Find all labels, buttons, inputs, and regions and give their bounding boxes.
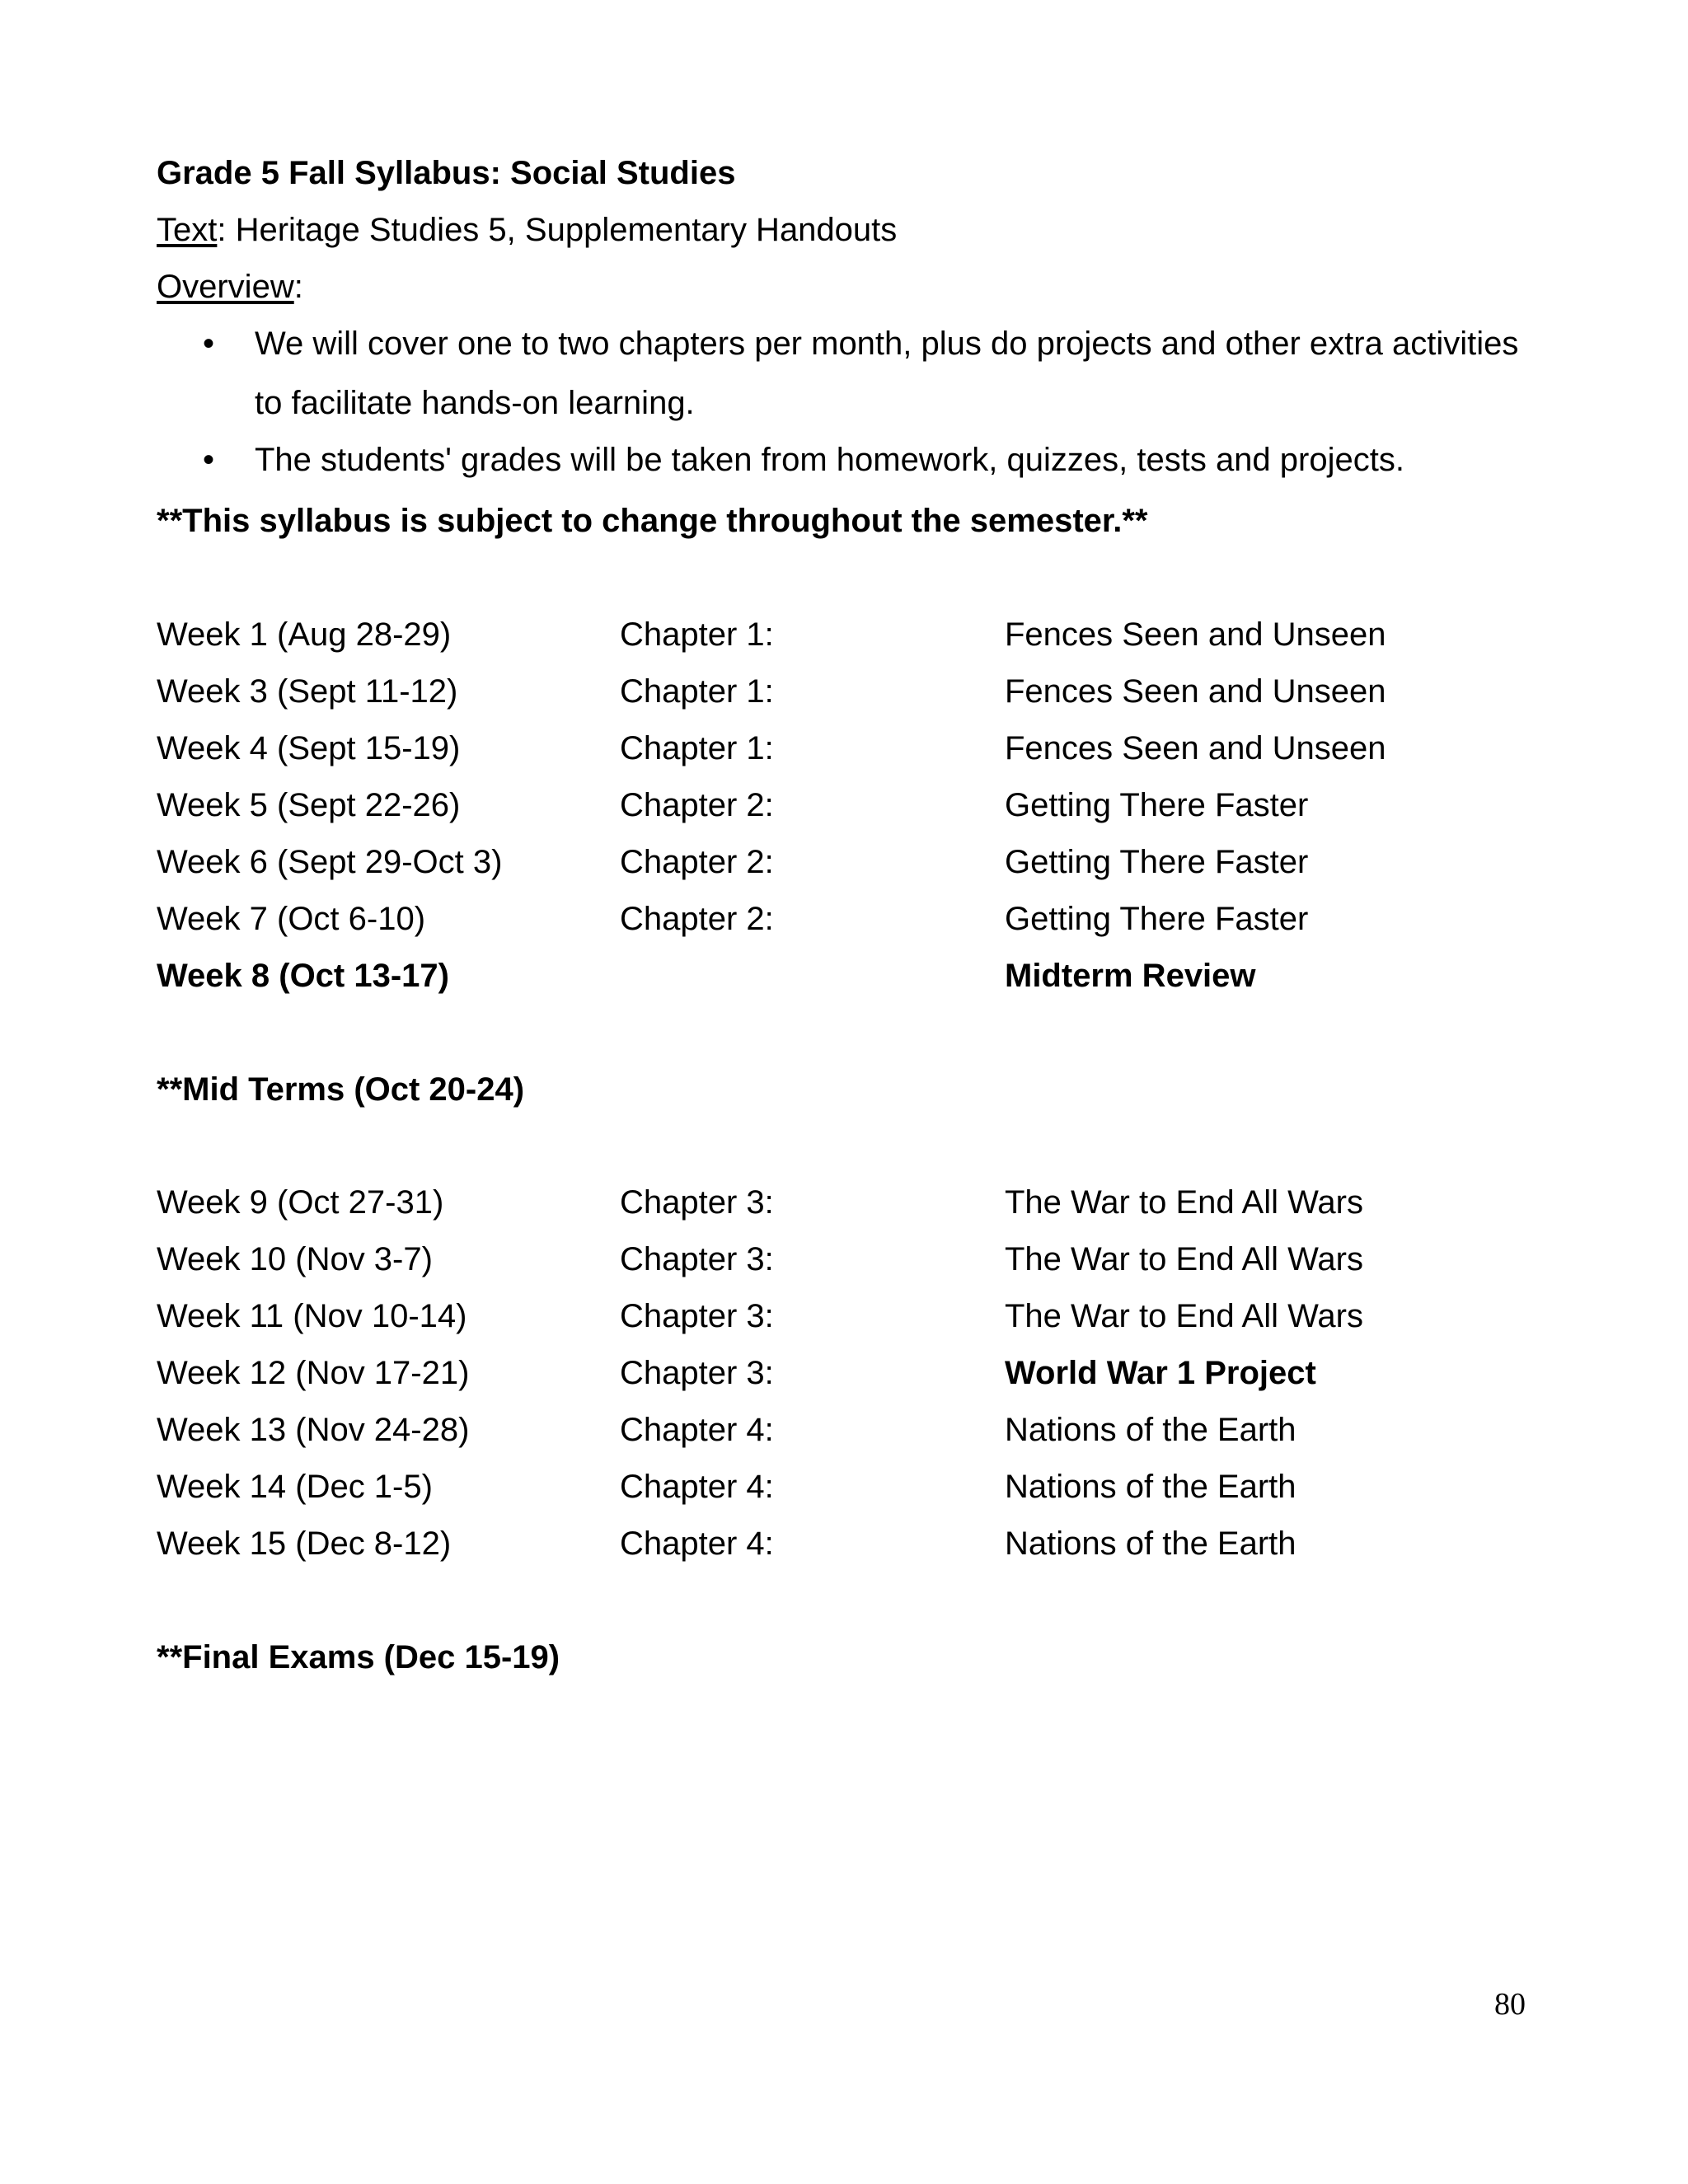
week-cell: Week 10 (Nov 3-7) [157,1241,433,1277]
week-cell: Week 15 (Dec 8-12) [157,1526,452,1562]
text-value: : Heritage Studies 5, Supplementary Handouts [217,212,898,248]
week-cell: Week 6 (Sept 29-Oct 3) [157,844,503,880]
week-cell: Week 8 (Oct 13-17) [157,958,449,994]
week-cell: Week 5 (Sept 22-26) [157,787,461,823]
topic-cell: Getting There Faster [1005,844,1309,880]
topic-cell: Nations of the Earth [1005,1412,1296,1448]
topic-cell: Nations of the Earth [1005,1526,1296,1562]
topic-cell: The War to End All Wars [1005,1298,1363,1334]
week-cell: Week 3 (Sept 11-12) [157,673,458,710]
schedule-row [0,842,1688,882]
chapter-cell: Chapter 3: [620,1241,774,1277]
chapter-cell: Chapter 1: [620,730,774,766]
bullet-icon: • [203,326,215,362]
schedule-row [0,785,1688,825]
week-cell: Week 1 (Aug 28-29) [157,616,452,653]
schedule-row [0,1183,1688,1222]
topic-cell: Fences Seen and Unseen [1005,673,1386,710]
chapter-cell: Chapter 4: [620,1412,774,1448]
topic-cell-project: World War 1 Project [1005,1355,1316,1391]
week-cell: Week 14 (Dec 1-5) [157,1469,433,1505]
overview-line [157,267,303,307]
topic-cell: Nations of the Earth [1005,1469,1296,1505]
overview-item-2: The students' grades will be taken from homework, quizzes, tests and projects. [255,442,1404,478]
chapter-cell: Chapter 2: [620,787,774,823]
page-title: Grade 5 Fall Syllabus: Social Studies [157,155,736,191]
text-label: Text [157,212,218,248]
final-exams-heading: **Final Exams (Dec 15-19) [157,1639,560,1675]
schedule-row [0,1467,1688,1507]
chapter-cell: Chapter 1: [620,616,774,653]
overview-label: Overview [157,269,294,305]
overview-colon: : [293,269,303,305]
week-cell: Week 9 (Oct 27-31) [157,1184,444,1221]
schedule-row [0,1240,1688,1279]
topic-cell: The War to End All Wars [1005,1184,1363,1221]
topic-cell: Midterm Review [1005,958,1256,994]
text-line [157,210,897,250]
schedule-row [0,1296,1688,1336]
chapter-cell: Chapter 2: [620,844,774,880]
change-notice: **This syllabus is subject to change throughout the semester.** [157,503,1148,539]
week-cell: Week 11 (Nov 10-14) [157,1298,467,1334]
overview-item-1-line-1: We will cover one to two chapters per month, plus do projects and other extra activities [255,326,1519,362]
overview-item-1-line-2: to facilitate hands-on learning. [255,385,695,421]
chapter-cell: Chapter 3: [620,1184,774,1221]
week-cell: Week 13 (Nov 24-28) [157,1412,470,1448]
bullet-icon: • [203,442,215,478]
week-cell: Week 7 (Oct 6-10) [157,901,426,937]
schedule-row [0,729,1688,768]
page-number: 80 [1494,1987,1526,2022]
schedule-row [0,1524,1688,1563]
chapter-cell: Chapter 4: [620,1469,774,1505]
week-cell: Week 12 (Nov 17-21) [157,1355,470,1391]
schedule-row [0,899,1688,939]
schedule-row [0,1410,1688,1450]
chapter-cell: Chapter 1: [620,673,774,710]
week-cell: Week 4 (Sept 15-19) [157,730,461,766]
schedule-row [0,615,1688,654]
chapter-cell: Chapter 4: [620,1526,774,1562]
topic-cell: Getting There Faster [1005,901,1309,937]
topic-cell: Fences Seen and Unseen [1005,730,1386,766]
topic-cell: Getting There Faster [1005,787,1309,823]
topic-cell: Fences Seen and Unseen [1005,616,1386,653]
schedule-row [0,1353,1688,1393]
chapter-cell: Chapter 2: [620,901,774,937]
schedule-row-midterm-review [0,956,1688,996]
chapter-cell: Chapter 3: [620,1298,774,1334]
midterms-heading: **Mid Terms (Oct 20-24) [157,1071,525,1108]
topic-cell: The War to End All Wars [1005,1241,1363,1277]
schedule-row [0,672,1688,711]
chapter-cell: Chapter 3: [620,1355,774,1391]
